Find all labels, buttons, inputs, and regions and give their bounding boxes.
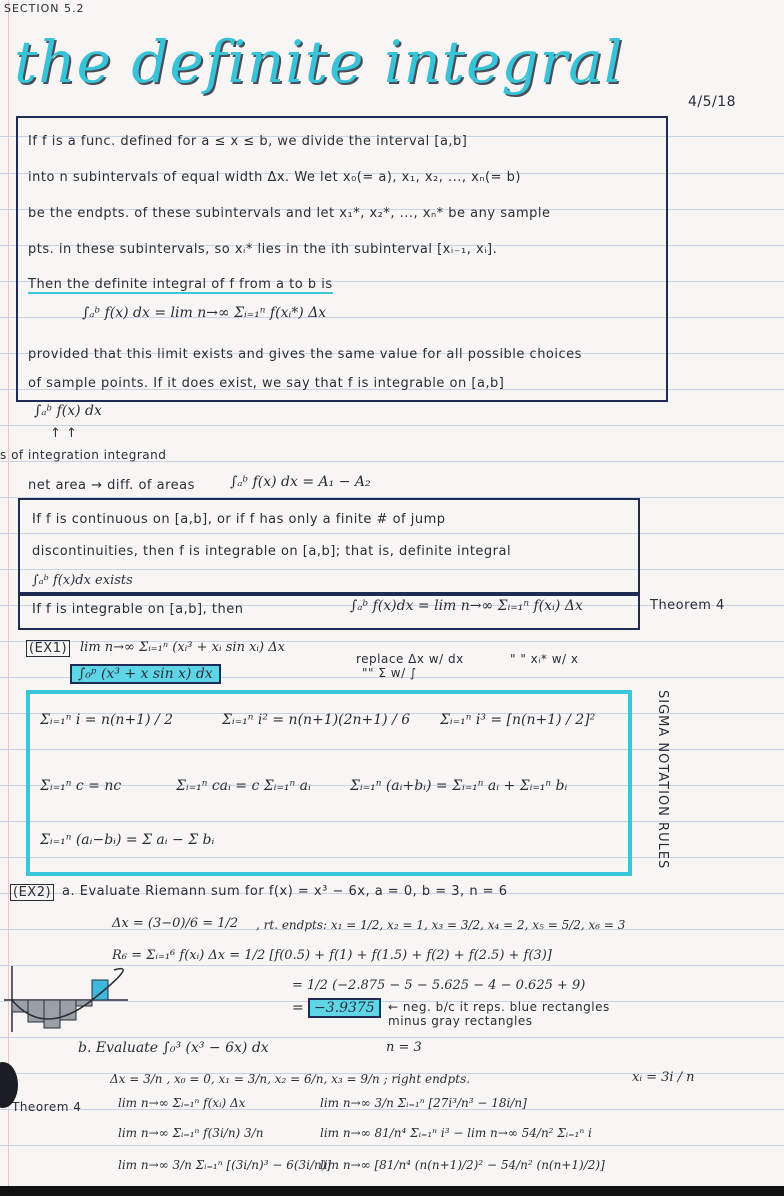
ruled-line: [0, 1145, 784, 1146]
ex1-note: "" Σ w/ ∫: [362, 666, 417, 680]
ex2-b-step: lim n→∞ 3/n Σᵢ₌₁ⁿ [(3i/n)³ − 6(3i/n)]: [118, 1158, 332, 1172]
sigma-rule: Σᵢ₌₁ⁿ i² = n(n+1)(2n+1) / 6: [222, 712, 411, 728]
ex1-answer: ∫₀ᵖ (x³ + x sin x) dx: [70, 664, 221, 684]
ex2-b-step: lim n→∞ 3/n Σᵢ₌₁ⁿ [27i³/n³ − 18i/n]: [320, 1096, 527, 1110]
sigma-rule: Σᵢ₌₁ⁿ i = n(n+1) / 2: [40, 712, 174, 728]
ex2-xi: xᵢ = 3i / n: [632, 1070, 695, 1085]
ex2-dx: Δx = (3−0)/6 = 1/2: [112, 916, 239, 931]
ex1-label: (EX1): [26, 640, 70, 657]
ruled-line: [0, 1037, 784, 1038]
ex2-b-step: lim n→∞ Σᵢ₌₁ⁿ f(3i/n) 3/n: [118, 1126, 264, 1140]
definition-line: pts. in these subintervals, so xᵢ* lies in the ith subinterval [xᵢ₋₁, xᵢ].: [28, 242, 498, 257]
riemann-sketch: [4, 966, 130, 1034]
ex2-r6: R₆ = Σᵢ₌₁⁶ f(xᵢ) Δx = 1/2 [f(0.5) + f(1) + f(1.5) + f(2) + f(2.5) + f(3)]: [112, 948, 552, 963]
sigma-rule: Σᵢ₌₁ⁿ c = nc: [40, 778, 122, 794]
section-label: SECTION 5.2: [4, 2, 85, 15]
bottom-edge: [0, 1186, 784, 1196]
theorem4-note: Theorem 4: [12, 1100, 82, 1114]
definition-line: into n subintervals of equal width Δx. We let x₀(= a), x₁, x₂, ..., xₙ(= b): [28, 170, 521, 185]
ruled-line: [0, 425, 784, 426]
definition-line: provided that this limit exists and gives the same value for all possible choices: [28, 347, 582, 362]
net-area-formula: ∫ₐᵇ f(x) dx = A₁ − A₂: [230, 474, 371, 490]
ex1-note: " " xᵢ* w/ x: [510, 652, 579, 666]
notation-arrows: ↑ ↑: [50, 426, 78, 441]
ex1-note: replace Δx w/ dx: [356, 652, 464, 666]
continuity-line: If f is continuous on [a,b], or if f has only a finite # of jump: [32, 512, 446, 527]
ex2-label: (EX2): [10, 884, 54, 901]
definition-line: be the endpts. of these subintervals and let x₁*, x₂*, ..., xₙ* be any sample: [28, 206, 551, 221]
sigma-rules-label: SIGMA NOTATION RULES: [655, 690, 670, 870]
ex2-endpoints: , rt. endpts: x₁ = 1/2, x₂ = 1, x₃ = 3/2, x₄ = 2, x₅ = 5/2, x₆ = 3: [256, 918, 626, 932]
ex1-limit: lim n→∞ Σᵢ₌₁ⁿ (xᵢ³ + xᵢ sin xᵢ) Δx: [80, 640, 285, 655]
notation-integral: ∫ₐᵇ f(x) dx: [34, 403, 102, 419]
definition-line: of sample points. If it does exist, we say that f is integrable on [a,b]: [28, 376, 505, 391]
sigma-rule: Σᵢ₌₁ⁿ caᵢ = c Σᵢ₌₁ⁿ aᵢ: [176, 778, 311, 794]
ex2-b-step: lim n→∞ [81/n⁴ (n(n+1)/2)² − 54/n² (n(n+1)/2)]: [320, 1158, 605, 1172]
date: 4/5/18: [688, 94, 737, 110]
definition-line: Then the definite integral of f from a to b is: [28, 277, 333, 292]
continuity-line: ∫ₐᵇ f(x)dx exists: [32, 573, 133, 588]
ex2-r6-expanded: = 1/2 (−2.875 − 5 − 5.625 − 4 − 0.625 + 9): [292, 978, 586, 993]
notation-labels: s of integration integrand: [0, 448, 167, 462]
ex2-b-step: lim n→∞ Σᵢ₌₁ⁿ f(xᵢ) Δx: [118, 1096, 246, 1110]
ex2-part-a: a. Evaluate Riemann sum for f(x) = x³ − 6x, a = 0, b = 3, n = 6: [62, 884, 508, 899]
ex2-b-dx: Δx = 3/n , x₀ = 0, x₁ = 3/n, x₂ = 6/n, x₃ = 9/n ; right endpts.: [110, 1072, 471, 1086]
continuity-line: discontinuities, then f is integrable on [a,b]; that is, definite integral: [32, 544, 512, 559]
ex2-n: n = 3: [386, 1040, 422, 1055]
definition-formula: ∫ₐᵇ f(x) dx = lim n→∞ Σᵢ₌₁ⁿ f(xᵢ*) Δx: [82, 305, 327, 321]
page-title: the definite integral: [14, 28, 624, 96]
ex2-result-note: ← neg. b/c it reps. blue rectangles minus gray rectangles: [388, 1000, 610, 1028]
theorem4-text: If f is integrable on [a,b], then: [32, 602, 244, 617]
sigma-rule: Σᵢ₌₁ⁿ (aᵢ+bᵢ) = Σᵢ₌₁ⁿ aᵢ + Σᵢ₌₁ⁿ bᵢ: [350, 778, 568, 794]
theorem4-label: Theorem 4: [650, 598, 725, 613]
ex2-result: −3.9375: [308, 998, 381, 1018]
net-area-text: net area → diff. of areas: [28, 478, 195, 493]
ex2-b-step: lim n→∞ 81/n⁴ Σᵢ₌₁ⁿ i³ − lim n→∞ 54/n² Σᵢ₌₁ⁿ i: [320, 1126, 592, 1140]
theorem4-formula: ∫ₐᵇ f(x)dx = lim n→∞ Σᵢ₌₁ⁿ f(xᵢ) Δx: [350, 598, 583, 614]
sigma-rule: Σᵢ₌₁ⁿ (aᵢ−bᵢ) = Σ aᵢ − Σ bᵢ: [40, 832, 215, 848]
definition-line: If f is a func. defined for a ≤ x ≤ b, we divide the interval [a,b]: [28, 134, 468, 149]
sigma-rule: Σᵢ₌₁ⁿ i³ = [n(n+1) / 2]²: [440, 712, 596, 728]
ex2-part-b: b. Evaluate ∫₀³ (x³ − 6x) dx: [78, 1040, 269, 1056]
